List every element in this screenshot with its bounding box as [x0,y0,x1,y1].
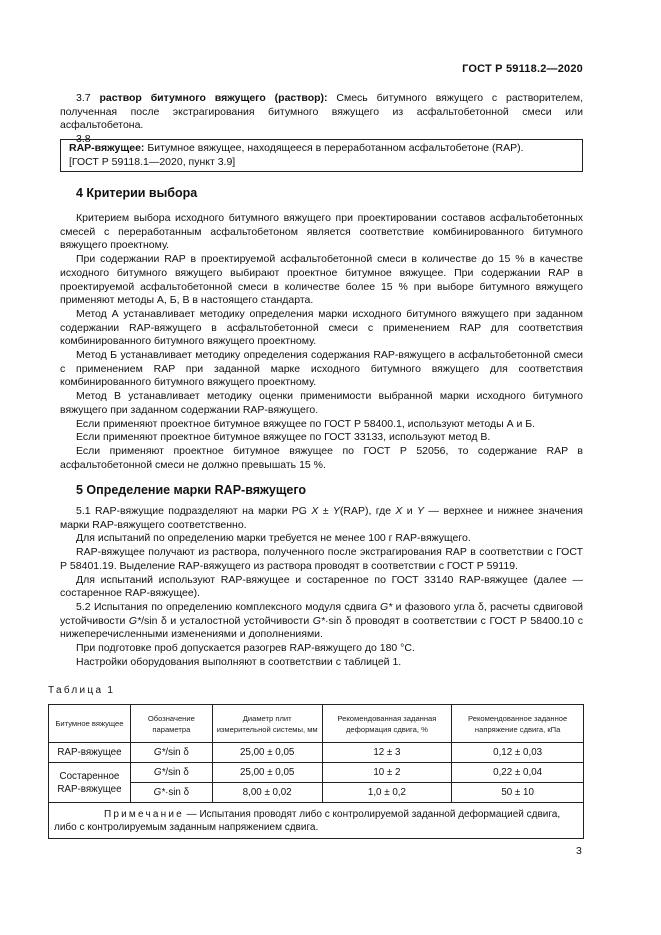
table-row [49,743,584,763]
page-number: 3 [576,845,582,857]
text: и [402,505,418,517]
paragraph: Если применяют проектное битумное вяжущее по ГОСТ Р 58400.1, используют методы А и Б. [76,417,536,430]
text: X [311,505,319,517]
paragraph: Метод А устанавливает методику определения марки исходного битумного вяжущего при заданном содержании RAP-вяжущего в асфальтобетонной смеси с применением RAP для соответствия комбинированного битумного вяжущего проектному. [60,307,583,348]
param-cell [130,763,212,783]
text: Y [417,505,425,517]
text: и фазового угла δ, расчеты сдвиговой устойчивости [60,600,583,627]
paragraph: Метод В устанавливает методику оценки применимости выбранной марки исходного битумного вяжущего при заданном содержании RAP-вяжущего. [60,390,583,416]
table-row [49,763,584,783]
text: 5.1 RAP-вяжущие подразделяют на марки PG [76,505,312,517]
paragraph: Критерием выбора исходного битумного вяжущего при проектировании составов асфальтобетонных смесей с переработанным асфальтобетоном является соответствие комбинированного битумного вяжущего проектному. [60,212,583,252]
binder-cell: RAP-вяжущее [49,743,131,763]
section-4-heading: 4 Критерии выбора [76,186,198,200]
table-note [49,803,584,839]
term-definition: Смесь битумного вяжущего с растворителем, полученная после экстрагирования битумного вяжущего из асфальтобетонной смеси или асфальтобетона. [60,92,584,132]
section-5-heading: 5 Определение марки RAP-вяжущего [76,483,306,497]
text: /sin δ и усталостной устойчивости [141,614,313,627]
term-3-8-box [60,139,583,172]
paragraph: При подготовке проб допускается разогрев RAP-вяжущего до 180 °С. [76,642,415,655]
header-cell: Рекомендованная заданная деформация сдвига, % [322,705,452,743]
param-cell [130,743,212,763]
stress-cell: 0,22 ± 0,04 [452,763,584,783]
text: G* [312,614,325,627]
stress-cell: 0,12 ± 0,03 [452,743,584,763]
binder-cell: Состаренное RAP-вяжущее [49,763,131,803]
text: /sin δ [165,747,189,758]
table-1 [48,704,584,839]
term-definition: Битумное вяжущее, находящееся в переработанном асфальтобетоне (RAP). [144,142,524,154]
paragraph: Если применяют проектное битумное вяжущее по ГОСТ Р 52056, то содержание RAP в асфальтобетонной смеси не должно превышать 15 %. [60,444,583,471]
stress-cell: 50 ± 10 [452,783,584,803]
text: G* [380,600,393,613]
note-word: Примечание [104,809,184,820]
paragraph: Если применяют проектное битумное вяжущее по ГОСТ 33133, используют метод В. [76,431,491,444]
paragraph: Настройки оборудования выполняют в соответствии с таблицей 1. [76,655,402,668]
paragraph: RAP-вяжущее получают из раствора, полученного после экстрагирования RAP в соответствии с ГОСТ Р 58401.19. Выделение RAP-вяжущего из раствора проводят в соответствии с ГОСТ Р 59119. [60,546,583,572]
header-cell: Битумное вяжущее [49,705,131,743]
document-id: ГОСТ Р 59118.2—2020 [462,63,583,75]
text: X [395,505,403,517]
diameter-cell: 25,00 ± 0,05 [212,743,322,763]
section-5-body [60,505,583,669]
header-cell: Диаметр плит измерительной системы, мм [212,705,322,743]
term-name: RAP-вяжущее: [69,142,145,154]
caption-number: 1 [107,685,113,696]
text: ·sin δ [165,787,190,798]
note-text: — Испытания проводят либо с контролируемой заданной деформацией сдвига, либо с контролируемым заданным напряжением сдвига. [54,809,561,833]
header-cell: Обозначение параметра [130,705,212,743]
text: ± [318,505,333,517]
term-number: 3.8 [76,133,91,146]
diameter-cell: 8,00 ± 0,02 [212,783,322,803]
strain-cell: 1,0 ± 0,2 [322,783,452,803]
strain-cell: 10 ± 2 [322,763,452,783]
text: /sin δ [165,767,189,778]
text: ·sin δ проводят в соответствии с ГОСТ Р 58400.10 с нижеперечисленными изменениями и дополнениями. [60,614,583,641]
paragraph: Для испытаний используют RAP-вяжущее и состаренное по ГОСТ 33140 RAP-вяжущее (далее — состаренное RAP-вяжущее). [60,573,583,600]
table-note-row [49,803,584,839]
text: G* [128,614,142,627]
text: 5.2 Испытания по определению комплексного модуля сдвига [76,600,381,613]
text: G* [153,747,166,758]
table-caption [48,685,113,696]
text: G* [153,787,166,798]
paragraph [60,601,583,642]
table-header-row [49,705,584,743]
section-4-body [60,212,583,472]
text: (RAP), где [339,505,396,517]
term-number: 3.7 [76,92,91,104]
diameter-cell: 25,00 ± 0,05 [212,763,322,783]
param-cell [130,783,212,803]
paragraph: При содержании RAP в проектируемой асфальтобетонной смеси в количестве до 15 % в качестве исходного битумного вяжущего выбирают проектное битумное вяжущее. При содержании RAP в проектируемой асфальтобетонной смеси в количестве более 15 % при выборе битумного вяжущего применяют методы А, Б, В в настоящего стандарта. [60,253,583,307]
paragraph: Для испытаний по определению марки требуется не менее 100 г RAP-вяжущего. [76,532,471,545]
strain-cell: 12 ± 3 [322,743,452,763]
header-cell: Рекомендованное заданное напряжение сдвига, кПа [452,705,584,743]
text: Y [332,505,340,517]
text: G* [153,767,166,778]
text: — верхнее и нижнее значения марки RAP-вяжущего соответственно. [60,505,583,531]
paragraph: Метод Б устанавливает методику определения содержания RAP-вяжущего в асфальтобетонной смеси с применением RAP при заданной марке исходного битумного вяжущего для соответствия комбинированного битумного вяжущего проектному. [60,349,583,389]
caption-word: Таблица [48,685,104,696]
paragraph [60,505,583,532]
term-reference: [ГОСТ Р 59118.1—2020, пункт 3.9] [69,155,236,168]
term-name: раствор битумного вяжущего (раствор): [99,92,328,104]
